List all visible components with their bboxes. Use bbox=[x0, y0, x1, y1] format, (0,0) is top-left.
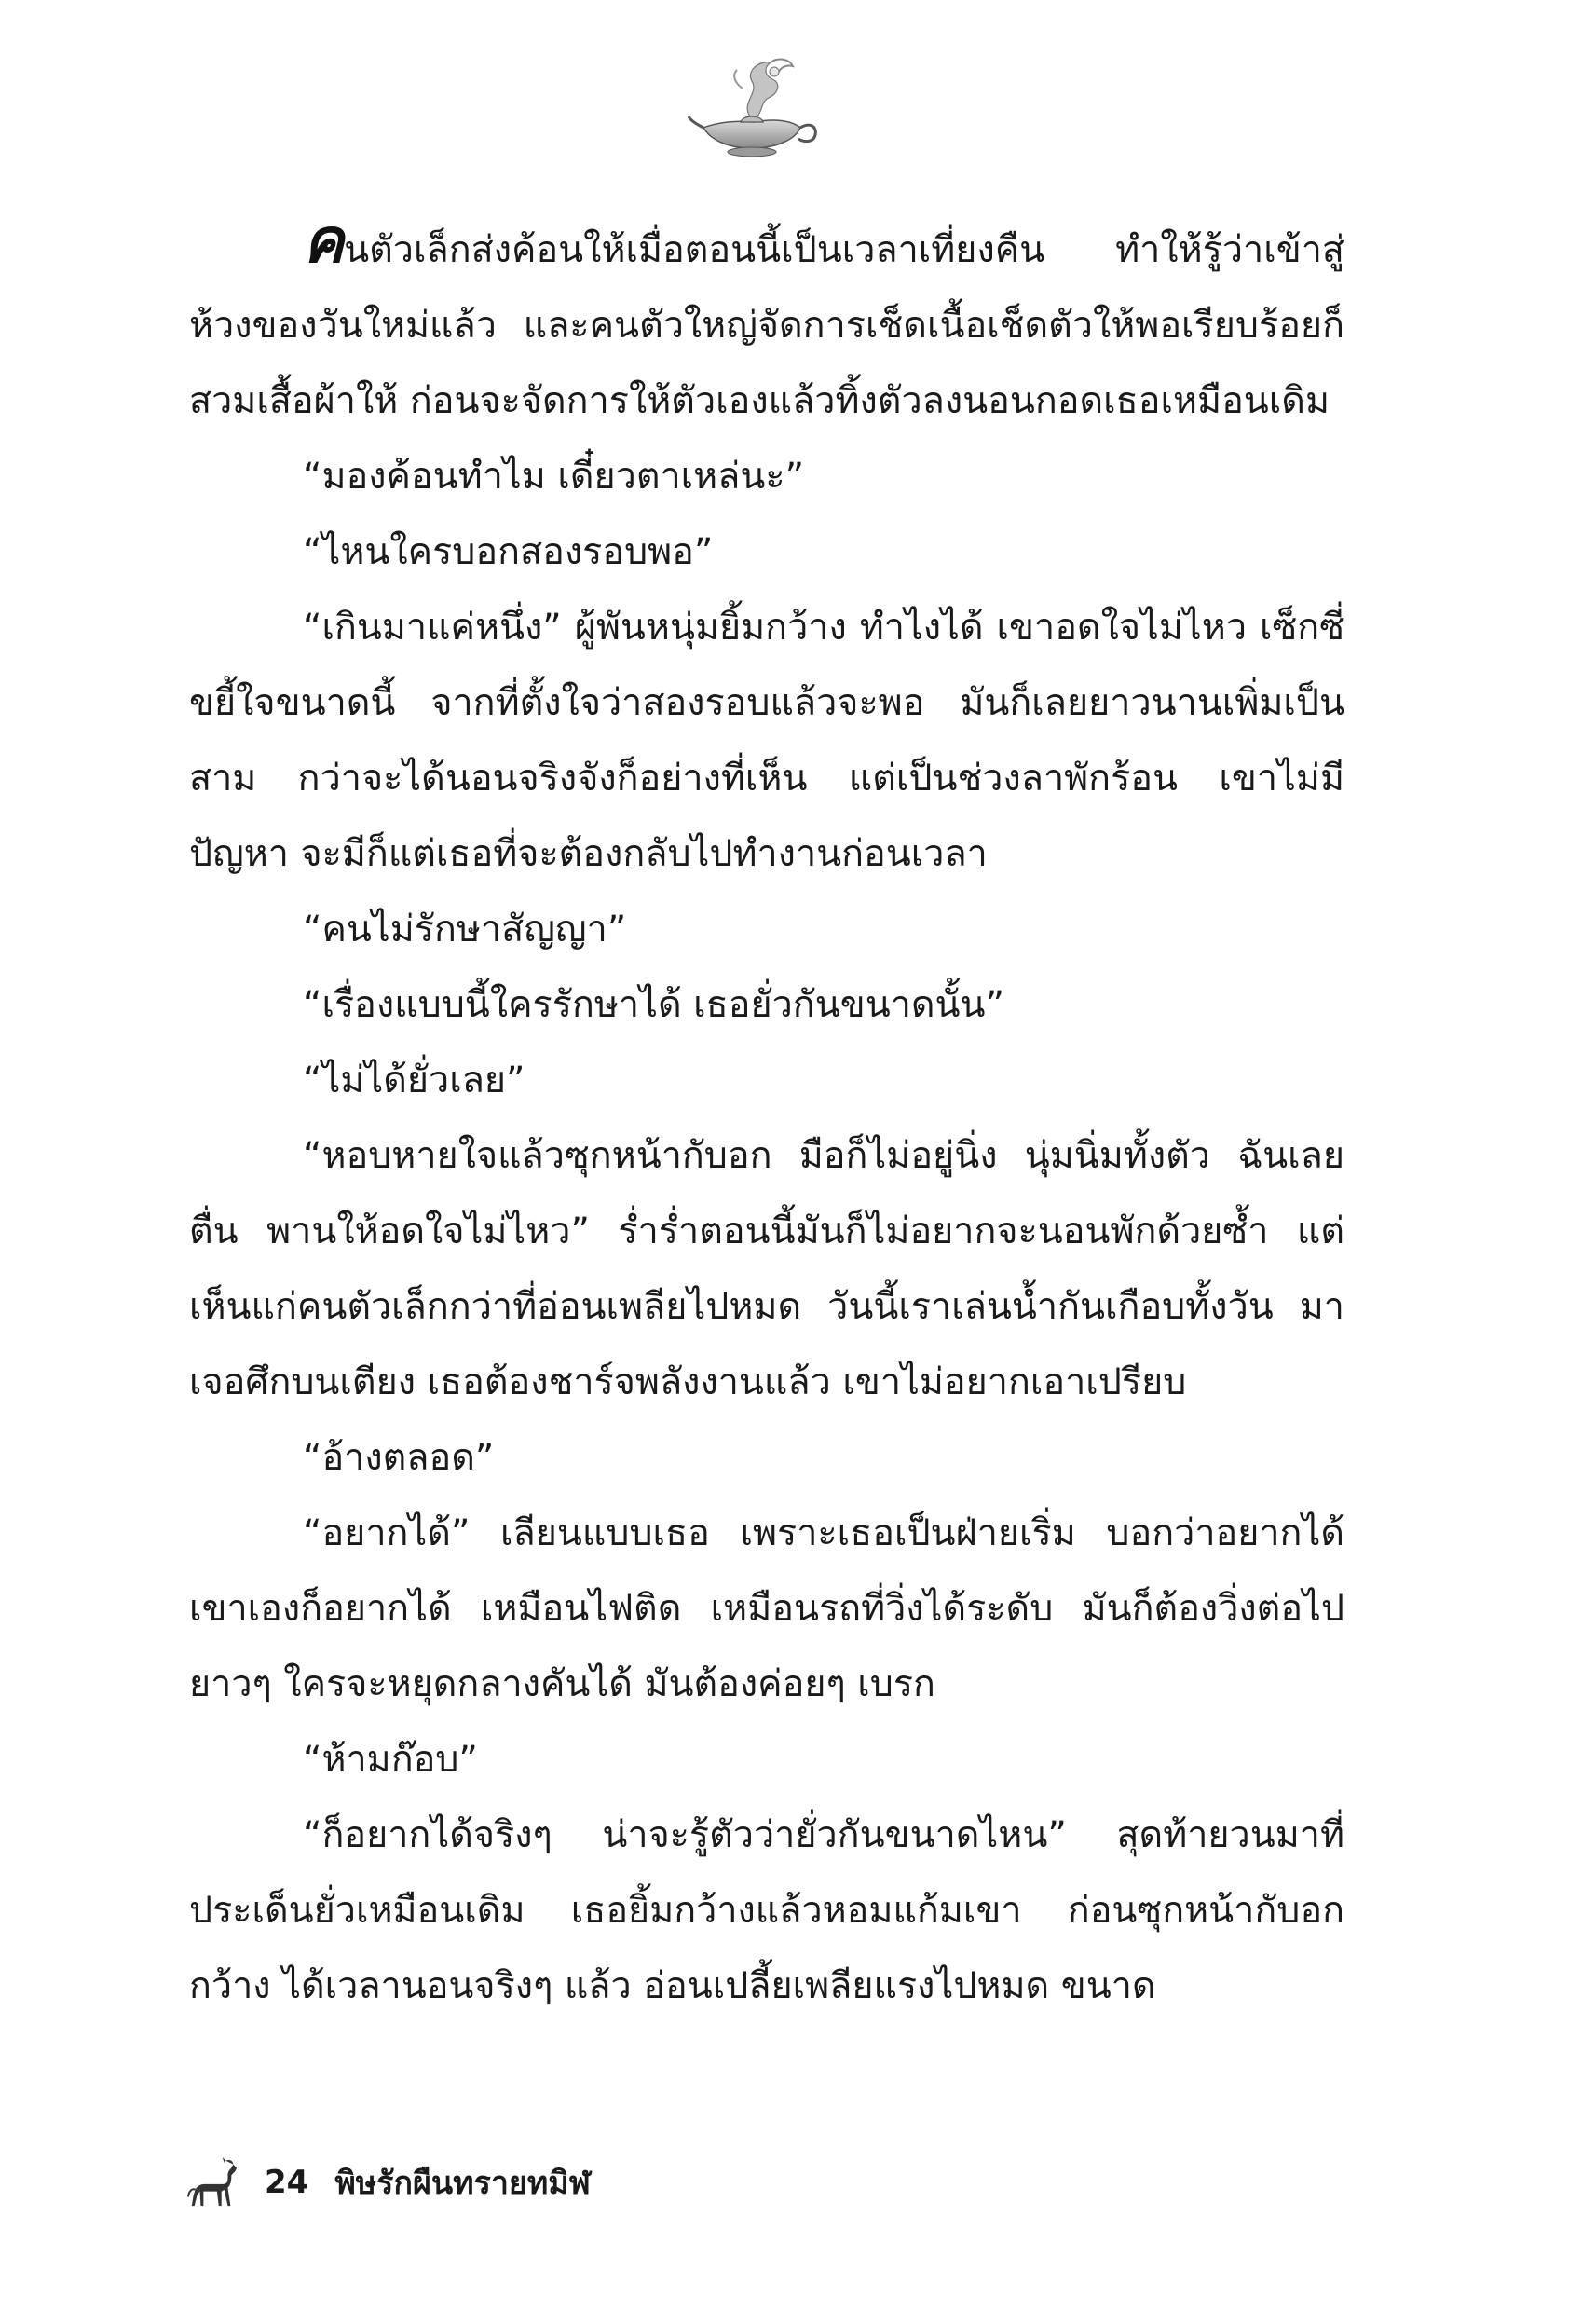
paragraph: “อ้างตลอด” bbox=[303, 1436, 495, 1479]
drop-cap: ค bbox=[303, 205, 345, 277]
paragraph: “เกินมาแค่หนึ่ง” ผู้พันหนุ่มยิ้มกว้าง ทำไงได้ เขาอดใจไม่ไหว เซ็กซี่ขยี้ใจขนาดนี้ จากที่ตั้งใจว่าสองรอบแล้วจะพอ มันก็เลยยาวนานเพิ่มเป็นสาม กว่าจะได้นอนจริงจังก็อย่างที่เห็น แต่เป็นช่วงลาพักร้อน เขาไม่มีปัญหา จะมีก็แต่เธอที่จะต้องกลับไปทำงานก่อนเวลา bbox=[189, 606, 1344, 875]
paragraph: “ไหนใครบอกสองรอบพอ” bbox=[303, 530, 714, 573]
magic-lamp-genie-icon bbox=[685, 51, 825, 163]
paragraph: “คนไม่รักษาสัญญา” bbox=[303, 908, 627, 950]
page-footer bbox=[186, 2154, 591, 2210]
paragraph bbox=[189, 205, 1344, 439]
paragraph: “เรื่องแบบนี้ใครรักษาได้ เธอยั่วกันขนาดนั้น” bbox=[303, 983, 1005, 1026]
paragraph: “หอบหายใจแล้วซุกหน้ากับอก มือก็ไม่อยู่นิ่ง นุ่มนิ่มทั้งตัว ฉันเลยตื่น พานให้อดใจไม่ไหว” ร่ำร่ำตอนนี้มันก็ไม่อยากจะนอนพักด้วยซ้ำ แต่เห็นแก่คนตัวเล็กกว่าที่อ่อนเพลียไปหมด วันนี้เราเล่นน้ำกันเกือบทั้งวัน มาเจอศึกบนเตียง เธอต้องชาร์จพลังงานแล้ว เขาไม่อยากเอาเปรียบ bbox=[189, 1134, 1344, 1403]
paragraph: “ไม่ได้ยั่วเลย” bbox=[303, 1059, 525, 1101]
paragraph: “ห้ามก๊อบ” bbox=[303, 1738, 478, 1781]
page-number: 24 bbox=[265, 2164, 309, 2201]
paragraph-text: นตัวเล็กส่งค้อนให้เมื่อตอนนี้เป็นเวลาเที่ยงคืน ทำให้รู้ว่าเข้าสู่ห้วงของวันใหม่แล้ว และคนตัวใหญ่จัดการเช็ดเนื้อเช็ดตัวให้พอเรียบร้อยก็สวมเสื้อผ้าให้ ก่อนจะจัดการให้ตัวเองแล้วทิ้งตัวลงนอนกอดเธอเหมือนเดิม bbox=[189, 228, 1344, 422]
body-text bbox=[189, 205, 1344, 2024]
paragraph: “มองค้อนทำไม เดี๋ยวตาเหล่นะ” bbox=[303, 455, 805, 498]
paragraph: “อยากได้” เลียนแบบเธอ เพราะเธอเป็นฝ่ายเริ่ม บอกว่าอยากได้ เขาเองก็อยากได้ เหมือนไฟติด เหมือนรถที่วิ่งได้ระดับ มันก็ต้องวิ่งต่อไปยาวๆ ใครจะหยุดกลางคันได้ มันต้องค่อยๆ เบรก bbox=[189, 1511, 1344, 1705]
horse-icon bbox=[186, 2155, 240, 2209]
book-title: พิษรักผืนทรายทมิฬ bbox=[334, 2165, 591, 2202]
paragraph: “ก็อยากได้จริงๆ น่าจะรู้ตัวว่ายั่วกันขนาดไหน” สุดท้ายวนมาที่ประเด็นยั่วเหมือนเดิม เธอยิ้มกว้างแล้วหอมแก้มเขา ก่อนซุกหน้ากับอกกว้าง ได้เวลานอนจริงๆ แล้ว อ่อนเปลี้ยเพลียแรงไปหมด ขนาด bbox=[189, 1813, 1344, 2007]
